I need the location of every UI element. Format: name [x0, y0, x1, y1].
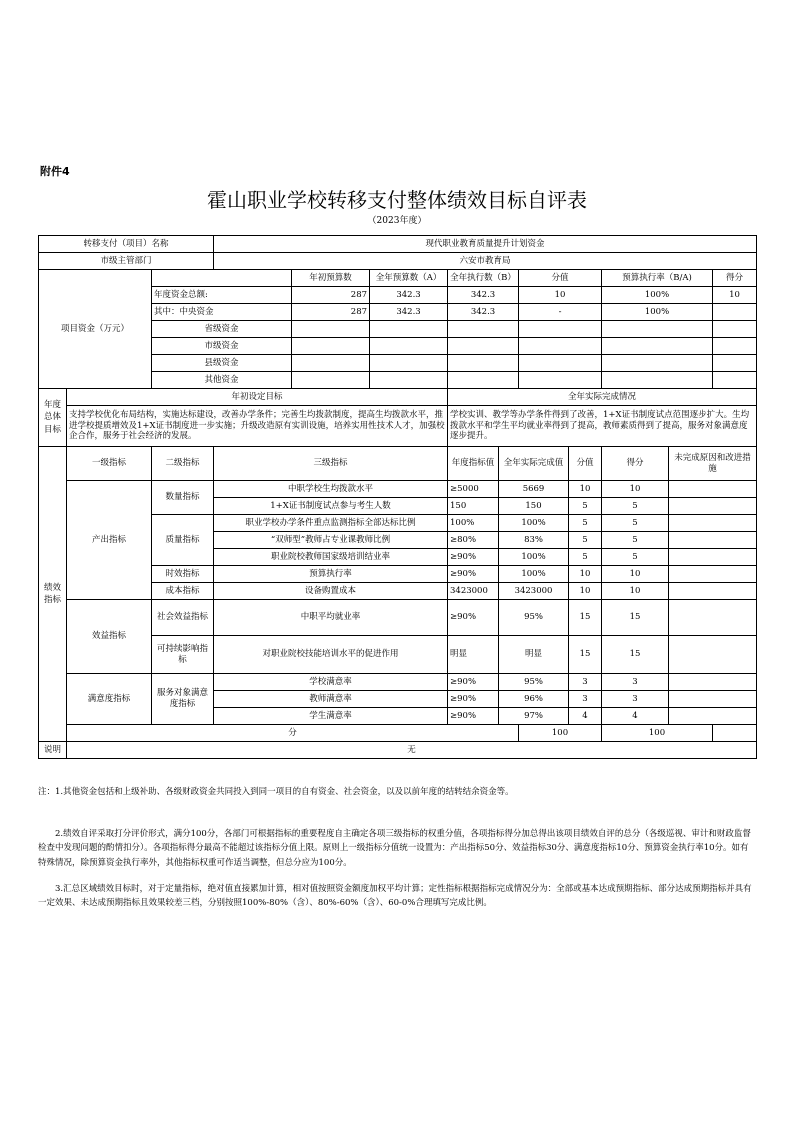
funds-header-score: 分值	[519, 270, 602, 287]
perf-row-reason	[669, 498, 757, 515]
level1-satisfaction: 满意度指标	[67, 674, 152, 725]
funds-row-exec	[448, 321, 519, 338]
perf-header-level2: 二级指标	[152, 447, 214, 481]
funds-label: 项目资金（万元）	[39, 270, 152, 389]
funds-row-exec	[448, 355, 519, 372]
perf-row-score: 10	[569, 481, 602, 498]
perf-row-actual: 96%	[499, 691, 569, 708]
perf-row-actual: 明显	[499, 636, 569, 674]
funds-row-got: 10	[713, 287, 757, 304]
funds-row-score	[519, 338, 602, 355]
perf-row-target: 3423000	[448, 583, 499, 600]
perf-row-target: ≥90%	[448, 549, 499, 566]
level1-output: 产出指标	[67, 481, 152, 600]
perf-row-reason	[669, 549, 757, 566]
note-3: 3.汇总区域绩效目标时，对于定量指标，绝对值直接累加计算，相对值按照资金额度加权平均计算；定性指标根据指标完成情况分为：全部或基本达成预期指标、部分达成预期指标并具有一定效果、未达成预期指标且效果较差三档，分别按照100%-80%（含）、80%-60%（含）、60-0%合理填写完成比例。	[38, 884, 752, 909]
funds-row-score	[519, 355, 602, 372]
perf-row-actual: 5669	[499, 481, 569, 498]
funds-row-name: 县级资金	[152, 355, 292, 372]
perf-row-got: 3	[602, 674, 669, 691]
perf-row-actual: 97%	[499, 708, 569, 725]
remark-value: 无	[67, 742, 757, 759]
perf-row-got: 15	[602, 600, 669, 636]
perf-row-name: “双师型”教师占专业课教师比例	[214, 532, 448, 549]
perf-row-score: 15	[569, 600, 602, 636]
perf-row-actual: 100%	[499, 549, 569, 566]
funds-row-init	[292, 321, 370, 338]
funds-header-got: 得分	[713, 270, 757, 287]
perf-row-target: ≥90%	[448, 600, 499, 636]
funds-row-rate	[602, 355, 713, 372]
perf-row-got: 5	[602, 498, 669, 515]
perf-row-score: 5	[569, 549, 602, 566]
perf-row-got: 10	[602, 481, 669, 498]
level2-quantity: 数量指标	[152, 481, 214, 515]
funds-row-got	[713, 304, 757, 321]
perf-row-reason	[669, 532, 757, 549]
perf-row-score: 3	[569, 674, 602, 691]
perf-row-actual: 150	[499, 498, 569, 515]
funds-row-rate	[602, 338, 713, 355]
perf-row-score: 15	[569, 636, 602, 674]
funds-row-got	[713, 338, 757, 355]
level2-service: 服务对象满意度指标	[152, 674, 214, 725]
funds-row-annual	[370, 338, 448, 355]
actual-goal-header: 全年实际完成情况	[448, 389, 757, 406]
note-1: 注：1.其他资金包括和上级补助、各级财政资金共同投入到同一项目的自有资金、社会资金，以及以前年度的结转结余资金等。	[38, 787, 514, 797]
perf-row-name: 教师满意率	[214, 691, 448, 708]
remark-label: 说明	[39, 742, 67, 759]
perf-row-name: 学校满意率	[214, 674, 448, 691]
funds-header-init: 年初预算数	[292, 270, 370, 287]
funds-header-blank	[152, 270, 292, 287]
perf-header-actual: 全年实际完成值	[499, 447, 569, 481]
perf-row-name: 对职业院校技能培训水平的促进作用	[214, 636, 448, 674]
perf-row-reason	[669, 636, 757, 674]
perf-row-got: 5	[602, 532, 669, 549]
perf-row-score: 3	[569, 691, 602, 708]
funds-row-got	[713, 372, 757, 389]
dept-value: 六安市教育局	[214, 253, 757, 270]
perf-row-name: 中职学校生均拨款水平	[214, 481, 448, 498]
perf-row-name: 中职平均就业率	[214, 600, 448, 636]
perf-row-score: 10	[569, 583, 602, 600]
funds-row-init	[292, 338, 370, 355]
funds-row-got	[713, 355, 757, 372]
perf-row-score: 10	[569, 566, 602, 583]
perf-row	[39, 600, 757, 636]
funds-row-init: 287	[292, 304, 370, 321]
funds-row-name: 其中：中央资金	[152, 304, 292, 321]
level2-cost: 成本指标	[152, 583, 214, 600]
perf-row-actual: 83%	[499, 532, 569, 549]
perf-row-got: 5	[602, 515, 669, 532]
perf-row	[39, 674, 757, 691]
perf-row-got: 10	[602, 566, 669, 583]
funds-row-rate	[602, 372, 713, 389]
funds-row-exec: 342.3	[448, 304, 519, 321]
funds-row-exec	[448, 338, 519, 355]
annual-goal-label: 年度总体目标	[39, 389, 67, 447]
perf-row-reason	[669, 708, 757, 725]
total-got: 100	[602, 725, 713, 742]
funds-row-score: -	[519, 304, 602, 321]
perf-row-got: 15	[602, 636, 669, 674]
perf-row-name: 1+X证书制度试点参与考生人数	[214, 498, 448, 515]
funds-header-exec: 全年执行数（B）	[448, 270, 519, 287]
funds-row-score	[519, 372, 602, 389]
funds-row-got	[713, 321, 757, 338]
perf-row-actual: 3423000	[499, 583, 569, 600]
perf-row-reason	[669, 600, 757, 636]
level2-social: 社会效益指标	[152, 600, 214, 636]
perf-row-reason	[669, 481, 757, 498]
funds-row-name: 省级资金	[152, 321, 292, 338]
funds-row-rate	[602, 321, 713, 338]
perf-row-reason	[669, 691, 757, 708]
perf-row-name: 预算执行率	[214, 566, 448, 583]
funds-row-annual	[370, 355, 448, 372]
level2-timeliness: 时效指标	[152, 566, 214, 583]
perf-row-name: 学生满意率	[214, 708, 448, 725]
note-2: 2.绩效自评采取打分评价形式，满分100分，各部门可根据指标的重要程度自主确定各项三级指标的权重分值，各项指标得分加总得出该项目绩效自评的总分（各级巡视、审计和财政监督检查中发现问题的酌情扣分）。各项指标得分最高不能超过该指标分值上限。原则上一级指标分值统一设置为：产出指标50分、效益指标30分、满意度指标10分、预算资金执行率10分。如有特殊情况，除预算资金执行率外，其他指标权重可作适当调整，但总分应为100分。	[38, 829, 751, 868]
perf-row	[39, 481, 757, 498]
funds-row-exec	[448, 372, 519, 389]
level2-quality: 质量指标	[152, 515, 214, 566]
actual-goal-text: 学校实训、教学等办学条件得到了改善，1+X证书制度试点范围逐步扩大。生均拨款水平和学生平均就业率得到了提高，教师素质得到了提高，服务对象满意度逐步提升。	[448, 406, 757, 447]
funds-header-rate: 预算执行率（B/A)	[602, 270, 713, 287]
perf-header-score: 分值	[569, 447, 602, 481]
perf-label: 绩效指标	[39, 447, 67, 742]
total-row	[39, 725, 757, 742]
perf-row-target: 100%	[448, 515, 499, 532]
perf-row-name: 职业学校办学条件重点监测指标全部达标比例	[214, 515, 448, 532]
perf-header-target: 年度指标值	[448, 447, 499, 481]
perf-row-target: ≥90%	[448, 708, 499, 725]
perf-header-got: 得分	[602, 447, 669, 481]
perf-row-score: 5	[569, 532, 602, 549]
funds-row-rate: 100%	[602, 304, 713, 321]
perf-row-target: 明显	[448, 636, 499, 674]
funds-row-rate: 100%	[602, 287, 713, 304]
perf-row-got: 10	[602, 583, 669, 600]
year-label: （2023年度）	[367, 216, 427, 226]
perf-header-level1: 一级指标	[67, 447, 152, 481]
funds-row-annual	[370, 321, 448, 338]
attachment-label: 附件4	[40, 165, 70, 178]
perf-row-target: 150	[448, 498, 499, 515]
plan-goal-header: 年初设定目标	[67, 389, 448, 406]
total-label: 分	[67, 725, 519, 742]
dept-label: 市级主管部门	[39, 253, 214, 270]
perf-row-target: ≥80%	[448, 532, 499, 549]
performance-table	[38, 235, 757, 759]
perf-header-level3: 三级指标	[214, 447, 448, 481]
perf-row-target: ≥90%	[448, 566, 499, 583]
perf-row-reason	[669, 566, 757, 583]
funds-row-init: 287	[292, 287, 370, 304]
perf-row-actual: 95%	[499, 600, 569, 636]
perf-row-name: 设备购置成本	[214, 583, 448, 600]
perf-row-score: 5	[569, 515, 602, 532]
perf-row-got: 5	[602, 549, 669, 566]
funds-header-annual: 全年预算数（A）	[370, 270, 448, 287]
plan-goal-text: 支持学校优化布局结构，实施达标建设，改善办学条件；完善生均拨款制度，提高生均拨款水平，推进学校提质增效及1+X证书制度进一步实施；升级改造原有实训设施，培养实用性技术人才，加强校企合作，服务于社会经济的发展。	[67, 406, 448, 447]
perf-row-actual: 95%	[499, 674, 569, 691]
funds-row-annual: 342.3	[370, 287, 448, 304]
perf-header-reason: 未完成原因和改进措施	[669, 447, 757, 481]
perf-row-target: ≥90%	[448, 674, 499, 691]
level2-sustainable: 可持续影响指标	[152, 636, 214, 674]
perf-row-target: ≥5000	[448, 481, 499, 498]
perf-row-target: ≥90%	[448, 691, 499, 708]
perf-row-reason	[669, 583, 757, 600]
perf-row-got: 3	[602, 691, 669, 708]
perf-row-actual: 100%	[499, 566, 569, 583]
project-name-value: 现代职业教育质量提升计划资金	[214, 236, 757, 253]
funds-row-name: 其他资金	[152, 372, 292, 389]
total-blank	[713, 725, 757, 742]
perf-row-score: 5	[569, 498, 602, 515]
perf-row-actual: 100%	[499, 515, 569, 532]
perf-row-name: 职业院校教师国家级培训结业率	[214, 549, 448, 566]
funds-row-init	[292, 372, 370, 389]
level1-benefit: 效益指标	[67, 600, 152, 674]
funds-row-score	[519, 321, 602, 338]
page-title: 霍山职业学校转移支付整体绩效目标自评表	[207, 188, 587, 212]
perf-row-score: 4	[569, 708, 602, 725]
funds-row-annual	[370, 372, 448, 389]
funds-row-name: 年度资金总额:	[152, 287, 292, 304]
funds-row-exec: 342.3	[448, 287, 519, 304]
perf-row-reason	[669, 515, 757, 532]
project-name-label: 转移支付（项目）名称	[39, 236, 214, 253]
funds-row-score: 10	[519, 287, 602, 304]
funds-row-name: 市级资金	[152, 338, 292, 355]
funds-row-init	[292, 355, 370, 372]
perf-row-got: 4	[602, 708, 669, 725]
total-score: 100	[519, 725, 602, 742]
funds-row-annual: 342.3	[370, 304, 448, 321]
perf-row-reason	[669, 674, 757, 691]
